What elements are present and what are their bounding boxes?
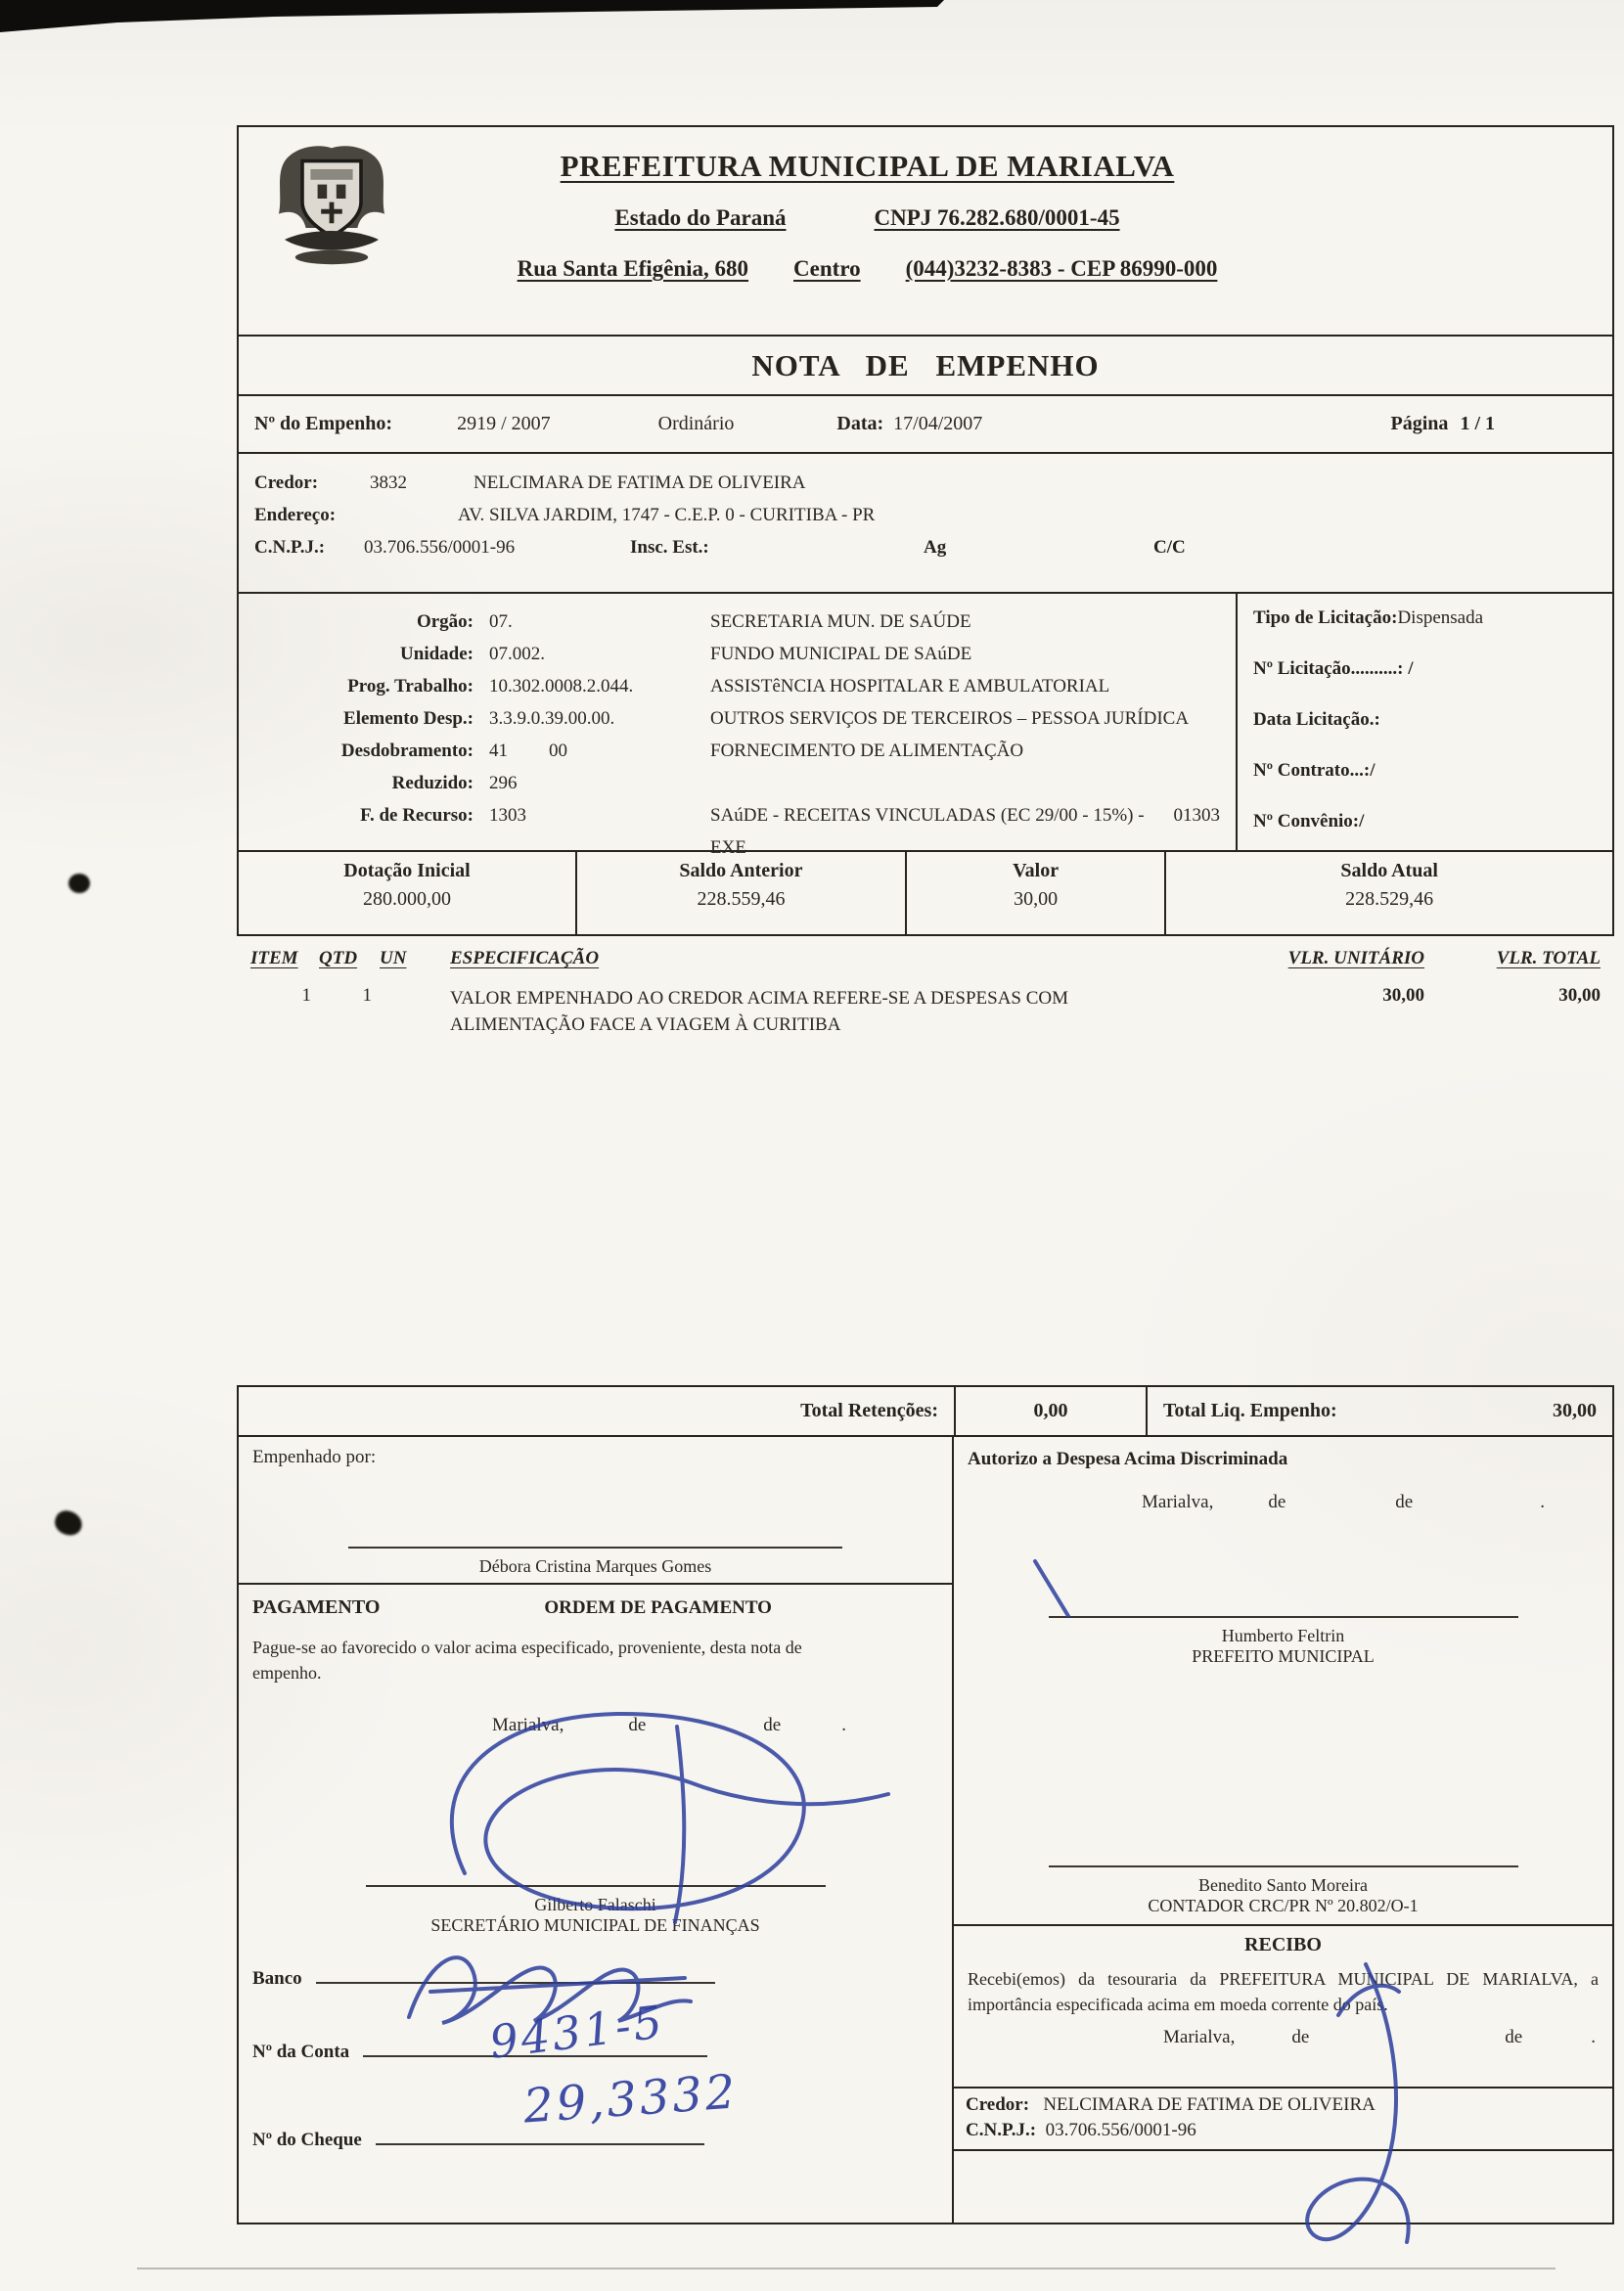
insc-est-label: Insc. Est.: — [630, 537, 709, 558]
empenho-number-row — [237, 394, 1614, 454]
signature-line — [366, 1885, 826, 1887]
autorizo-title: Autorizo a Despesa Acima Discriminada — [968, 1449, 1288, 1469]
credor-label: Credor: — [254, 472, 319, 493]
item-row — [250, 985, 1601, 1038]
endereco-value: AV. SILVA JARDIM, 1747 - C.E.P. 0 - CURITIBA - PR — [458, 505, 876, 525]
budget-row-prog-trabalho: Prog. Trabalho: 10.302.0008.2.044. ASSISTêNCIA HOSPITALAR E AMBULATORIAL — [347, 676, 1110, 696]
cnpj-line — [254, 531, 1612, 563]
handwritten-cheque-number: 29,3332 — [521, 2064, 741, 2134]
empenho-date: Data: 17/04/2007 — [836, 413, 983, 434]
document-title: NOTA DE EMPENHO — [237, 335, 1614, 396]
banco-blank — [316, 1964, 715, 1984]
saldo-valor: Valor 30,00 — [905, 852, 1164, 934]
empenhado-por-box — [239, 1437, 952, 1585]
data-licitacao: Data Licitação.: — [1253, 709, 1380, 730]
budget-row-orgao: Orgão: 07. SECRETARIA MUN. DE SAÚDE — [416, 611, 971, 632]
totals-row — [237, 1385, 1614, 1437]
credor-line — [254, 467, 1612, 499]
org-title: PREFEITURA MUNICIPAL DE MARIALVA — [560, 149, 1175, 183]
pagamento-label: PAGAMENTO — [252, 1596, 381, 1618]
recibo-title: RECIBO — [1244, 1934, 1322, 1955]
tipo-licitacao: Tipo de Licitação:Dispensada — [1253, 607, 1484, 628]
credor-code: 3832 — [370, 472, 407, 493]
address-phone-cep: (044)3232-8383 - CEP 86990-000 — [905, 256, 1218, 281]
conta-blank — [363, 2038, 707, 2057]
scan-edge-line — [137, 2268, 1556, 2269]
empenho-kind: Ordinário — [657, 413, 735, 434]
empenho-number: 2919 / 2007 — [457, 413, 551, 434]
item-un — [380, 985, 450, 1038]
total-retencoes-label: Total Retenções: — [800, 1400, 938, 1421]
num-licitacao: Nº Licitação..........: / — [1253, 658, 1414, 679]
scan-top-smudge — [0, 0, 1624, 39]
org-cnpj: CNPJ 76.282.680/0001-45 — [874, 205, 1120, 230]
cnpj-label: C.N.P.J.: — [254, 537, 326, 558]
budget-classification — [239, 594, 1236, 858]
saldo-atual: Saldo Atual 228.529,46 — [1164, 852, 1612, 934]
signatures-section — [237, 1435, 1614, 2224]
cheque-blank — [376, 2126, 704, 2145]
item-total-value: 30,00 — [1558, 985, 1601, 1006]
handwritten-account-number: 9431-5 — [486, 1995, 668, 2069]
credor-name: NELCIMARA DE FATIMA DE OLIVEIRA — [474, 472, 806, 493]
punch-hole — [52, 1507, 86, 1539]
pague-se-text: Pague-se ao favorecido o valor acima especificado, proveniente, desta nota de empenho. — [252, 1638, 802, 1683]
endereco-label: Endereço: — [254, 505, 337, 525]
total-liq-label: Total Liq. Empenho: — [1163, 1400, 1337, 1421]
empenhado-name: Débora Cristina Marques Gomes — [478, 1556, 712, 1576]
signature-line — [348, 1547, 842, 1549]
item-qtd: 1 — [362, 985, 372, 1006]
items-header-row: ITEM QTD UN ESPECIFICAÇÃO VLR. UNITÁRIO VLR. TOTAL — [250, 948, 1601, 968]
prefeito-signature — [954, 1605, 1612, 1667]
empenho-number-label: Nº do Empenho: — [254, 413, 393, 434]
total-liq-cell — [1146, 1387, 1612, 1435]
org-subtitle — [425, 205, 1310, 231]
recibo-box — [954, 1924, 1612, 2223]
banco-field: Banco — [252, 1964, 715, 1990]
coat-of-arms-icon — [267, 141, 396, 268]
prefeito-name: Humberto Feltrin — [1221, 1626, 1345, 1645]
num-contrato: Nº Contrato...:/ — [1253, 760, 1376, 781]
ordem-pagamento-label: ORDEM DE PAGAMENTO — [544, 1597, 772, 1618]
budget-section — [237, 592, 1614, 858]
saldos-table — [237, 850, 1614, 936]
contador-signature — [954, 1855, 1612, 1916]
credor-section — [237, 452, 1614, 594]
saldo-dotacao-inicial: Dotação Inicial 280.000,00 — [343, 860, 471, 910]
recibo-credor-box — [954, 2087, 1612, 2151]
num-convenio: Nº Convênio:/ — [1253, 811, 1365, 831]
recibo-cnpj-line: C.N.P.J.: 03.706.556/0001-96 — [966, 2120, 1196, 2140]
municipal-coat-of-arms — [239, 127, 425, 268]
contador-name: Benedito Santo Moreira — [1198, 1875, 1368, 1895]
cnpj-value: 03.706.556/0001-96 — [364, 537, 516, 558]
page-indicator: Página 1 / 1 — [1390, 413, 1495, 434]
budget-row-desdobramento: Desdobramento: 41 00 FORNECIMENTO DE ALIMENTAÇÃO — [340, 741, 1024, 761]
prefeito-title: PREFEITO MUNICIPAL — [1192, 1646, 1375, 1666]
autorizo-box — [954, 1437, 1612, 1924]
total-retencoes-value: 0,00 — [954, 1387, 1146, 1435]
item-description: VALOR EMPENHADO AO CREDOR ACIMA REFERE-SE A DESPESAS COM ALIMENTAÇÃO FACE A VIAGEM À CURITIBA — [450, 988, 1069, 1035]
pagamento-date-line: Marialva, de de . — [492, 1715, 846, 1735]
item-unit-value: 30,00 — [1382, 985, 1424, 1006]
address-street: Rua Santa Efigênia, 680 — [517, 256, 749, 281]
items-section — [237, 934, 1614, 1387]
document-header — [237, 125, 1614, 337]
recibo-credor-line: Credor: NELCIMARA DE FATIMA DE OLIVEIRA — [966, 2094, 1376, 2115]
budget-row-reduzido: Reduzido: 296 — [391, 773, 518, 793]
secretario-signature — [239, 1874, 952, 1936]
item-number: 1 — [301, 985, 311, 1006]
saldo-anterior: Saldo Anterior 228.559,46 — [575, 852, 905, 934]
cheque-field: Nº do Cheque — [252, 2126, 704, 2151]
left-signature-column — [239, 1437, 954, 2223]
org-state: Estado do Paraná — [614, 205, 787, 230]
nota-de-empenho-document — [237, 125, 1614, 2224]
budget-row-elemento: Elemento Desp.: 3.3.9.0.39.00.00. OUTROS SERVIÇOS DE TERCEIROS – PESSOA JURÍDICA — [343, 708, 1190, 729]
contador-title: CONTADOR CRC/PR Nº 20.802/O-1 — [1148, 1896, 1419, 1915]
recibo-date-line: Marialva, de de . — [1163, 2027, 1596, 2047]
signature-line — [1049, 1616, 1518, 1618]
cc-label: C/C — [1153, 537, 1186, 558]
secretario-title: SECRETÁRIO MUNICIPAL DE FINANÇAS — [430, 1915, 760, 1935]
org-address — [425, 256, 1310, 282]
conta-field: Nº da Conta — [252, 2038, 707, 2063]
punch-hole — [68, 874, 90, 893]
endereco-line — [254, 499, 1612, 531]
secretario-name: Gilberto Falaschi — [534, 1895, 656, 1914]
ag-label: Ag — [924, 537, 947, 558]
pagamento-box — [239, 1585, 952, 2223]
total-liq-value: 30,00 — [1553, 1400, 1597, 1421]
empenhado-por-label: Empenhado por: — [252, 1447, 377, 1467]
autorizo-date-line: Marialva, de de . — [1142, 1492, 1545, 1512]
right-signature-column — [954, 1437, 1612, 2223]
budget-row-unidade: Unidade: 07.002. FUNDO MUNICIPAL DE SAúDE — [400, 644, 972, 664]
empenhado-signature — [239, 1536, 952, 1577]
recibo-text: Recebi(emos) da tesouraria da PREFEITURA MUNICIPAL DE MARIALVA, a importância especificada acima em moeda corrente do país. — [968, 1969, 1599, 2014]
budget-row-recurso: F. de Recurso: 1303 SAúDE - RECEITAS VINCULADAS (EC 29/00 - 15%) - EXE 01303 — [360, 805, 1220, 858]
signature-line — [1049, 1865, 1518, 1867]
address-district: Centro — [793, 256, 861, 281]
licitacao-panel — [1236, 594, 1612, 850]
